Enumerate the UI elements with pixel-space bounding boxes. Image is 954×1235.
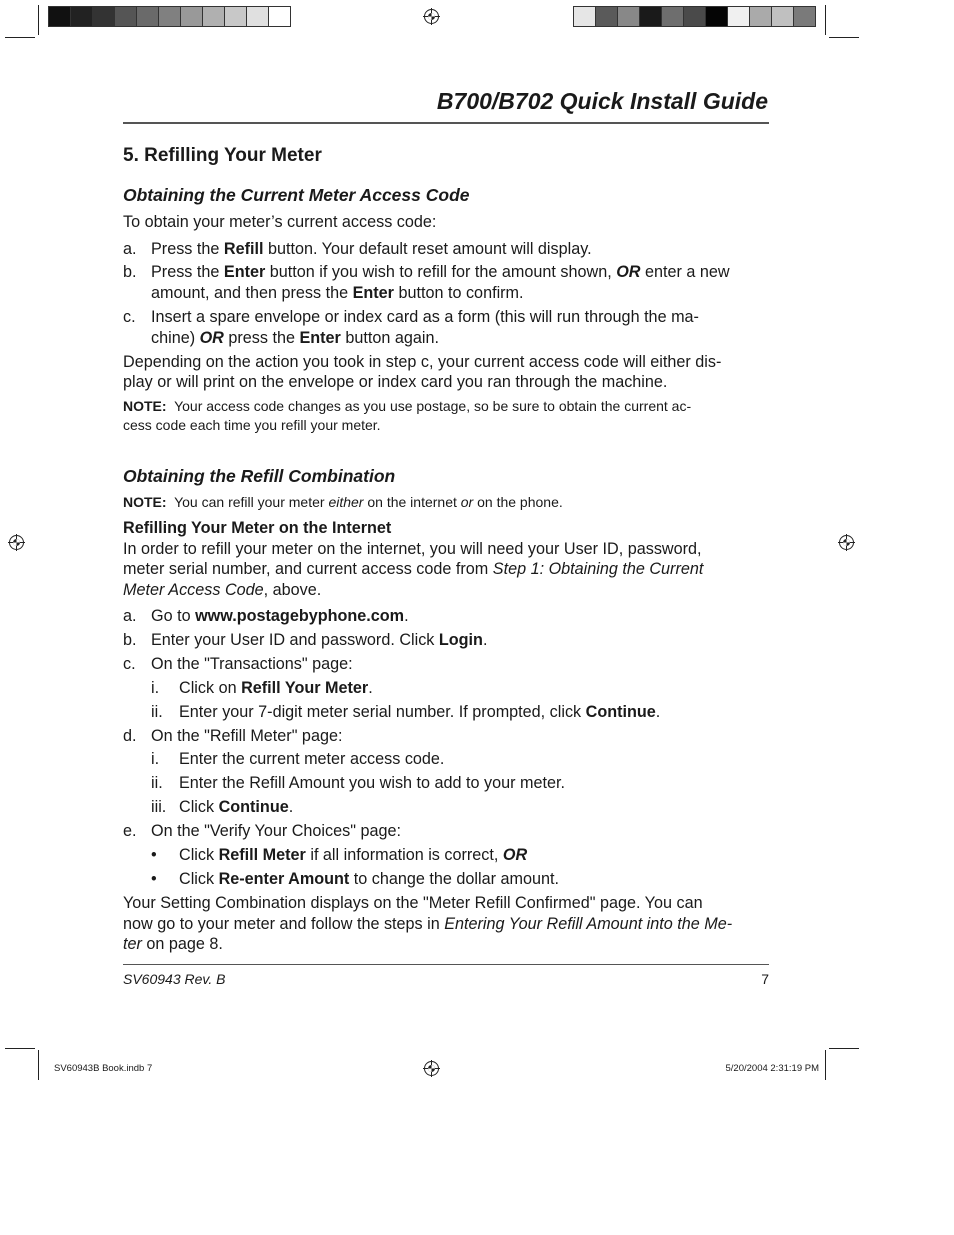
subsection-heading: Obtaining the Current Meter Access Code [123, 185, 470, 205]
paragraph: play or will print on the envelope or index card you ran through the machine. [123, 373, 668, 391]
intro-text: To obtain your meter’s current access code: [123, 213, 437, 231]
color-swatch [771, 6, 794, 27]
note-continued: cess code each time you refill your meter. [123, 417, 381, 433]
page-number: 7 [761, 971, 769, 987]
color-swatch [705, 6, 728, 27]
sub-list-item: Click on Refill Your Meter. [179, 679, 373, 697]
date-slug: 5/20/2004 2:31:19 PM [725, 1063, 819, 1074]
list-marker: iii. [151, 798, 167, 816]
registration-mark-icon [8, 534, 25, 551]
list-item: Go to www.postagebyphone.com. [151, 607, 409, 625]
color-swatch [92, 6, 115, 27]
list-marker: e. [123, 822, 137, 840]
registration-mark-icon [423, 1060, 440, 1077]
bullet-marker: • [151, 870, 157, 888]
sub-list-item: Enter the Refill Amount you wish to add to your meter. [179, 774, 566, 792]
list-marker: i. [151, 679, 160, 697]
internet-heading: Refilling Your Meter on the Internet [123, 519, 392, 537]
list-marker: b. [123, 263, 137, 281]
paragraph: now go to your meter and follow the steps in Entering Your Refill Amount into the Me- [123, 915, 733, 933]
color-swatch [727, 6, 750, 27]
list-marker: ii. [151, 774, 163, 792]
paragraph: Depending on the action you took in step c, your current access code will either dis- [123, 353, 722, 371]
bullet-marker: • [151, 846, 157, 864]
list-item: Press the Refill button. Your default reset amount will display. [151, 240, 592, 258]
list-item: Enter your User ID and password. Click Login. [151, 631, 488, 649]
registration-mark-icon [423, 8, 440, 25]
color-swatch [749, 6, 772, 27]
list-marker: a. [123, 607, 137, 625]
color-swatch [70, 6, 93, 27]
file-slug: SV60943B Book.indb 7 [54, 1063, 153, 1074]
list-marker: i. [151, 750, 160, 768]
paragraph: ter on page 8. [123, 935, 223, 953]
color-swatch [268, 6, 291, 27]
color-swatch [793, 6, 816, 27]
color-swatch [683, 6, 706, 27]
note: NOTE: Your access code changes as you use postage, so be sure to obtain the current ac- [123, 398, 692, 414]
website-link: www.postagebyphone.com [195, 607, 405, 625]
page-title: B700/B702 Quick Install Guide [436, 88, 768, 114]
list-marker: ii. [151, 703, 163, 721]
header-rule [123, 122, 769, 124]
list-marker: a. [123, 240, 137, 258]
color-swatch [224, 6, 247, 27]
color-swatch [639, 6, 662, 27]
list-marker: c. [123, 655, 136, 673]
note: NOTE: You can refill your meter either on the internet or on the phone. [123, 494, 563, 510]
color-swatch [136, 6, 159, 27]
color-swatch [661, 6, 684, 27]
subsection-heading: Obtaining the Refill Combination [123, 466, 396, 486]
list-item: On the "Verify Your Choices" page: [151, 822, 401, 840]
color-swatch [617, 6, 640, 27]
sub-list-item: Click Refill Meter if all information is correct, OR [179, 846, 528, 864]
paragraph: In order to refill your meter on the internet, you will need your User ID, password, [123, 540, 702, 558]
list-item: Insert a spare envelope or index card as a form (this will run through the ma- [151, 308, 699, 326]
sub-list-item: Click Continue. [179, 798, 294, 816]
sub-list-item: Click Re-enter Amount to change the dollar amount. [179, 870, 559, 888]
color-swatch [246, 6, 269, 27]
section-heading: 5. Refilling Your Meter [123, 145, 322, 166]
list-marker: d. [123, 727, 137, 745]
color-swatch [48, 6, 71, 27]
list-marker: b. [123, 631, 137, 649]
list-item-continued: chine) OR press the Enter button again. [151, 329, 439, 347]
color-swatch [158, 6, 181, 27]
color-swatch [180, 6, 203, 27]
sub-list-item: Enter your 7-digit meter serial number. If prompted, click Continue. [179, 703, 661, 721]
paragraph: Meter Access Code, above. [123, 581, 322, 599]
color-swatch [573, 6, 596, 27]
list-item: On the "Refill Meter" page: [151, 727, 343, 745]
color-swatch [202, 6, 225, 27]
list-item: On the "Transactions" page: [151, 655, 353, 673]
sub-list-item: Enter the current meter access code. [179, 750, 445, 768]
footer-rule [123, 964, 769, 965]
color-swatch [595, 6, 618, 27]
color-swatch [114, 6, 137, 27]
paragraph: Your Setting Combination displays on the "Meter Refill Confirmed" page. You can [123, 894, 703, 912]
document-id: SV60943 Rev. B [123, 971, 226, 987]
list-marker: c. [123, 308, 136, 326]
list-item: Press the Enter button if you wish to refill for the amount shown, OR enter a new [151, 263, 730, 281]
list-item-continued: amount, and then press the Enter button to confirm. [151, 284, 524, 302]
registration-mark-icon [838, 534, 855, 551]
paragraph: meter serial number, and current access code from Step 1: Obtaining the Current [123, 560, 704, 578]
